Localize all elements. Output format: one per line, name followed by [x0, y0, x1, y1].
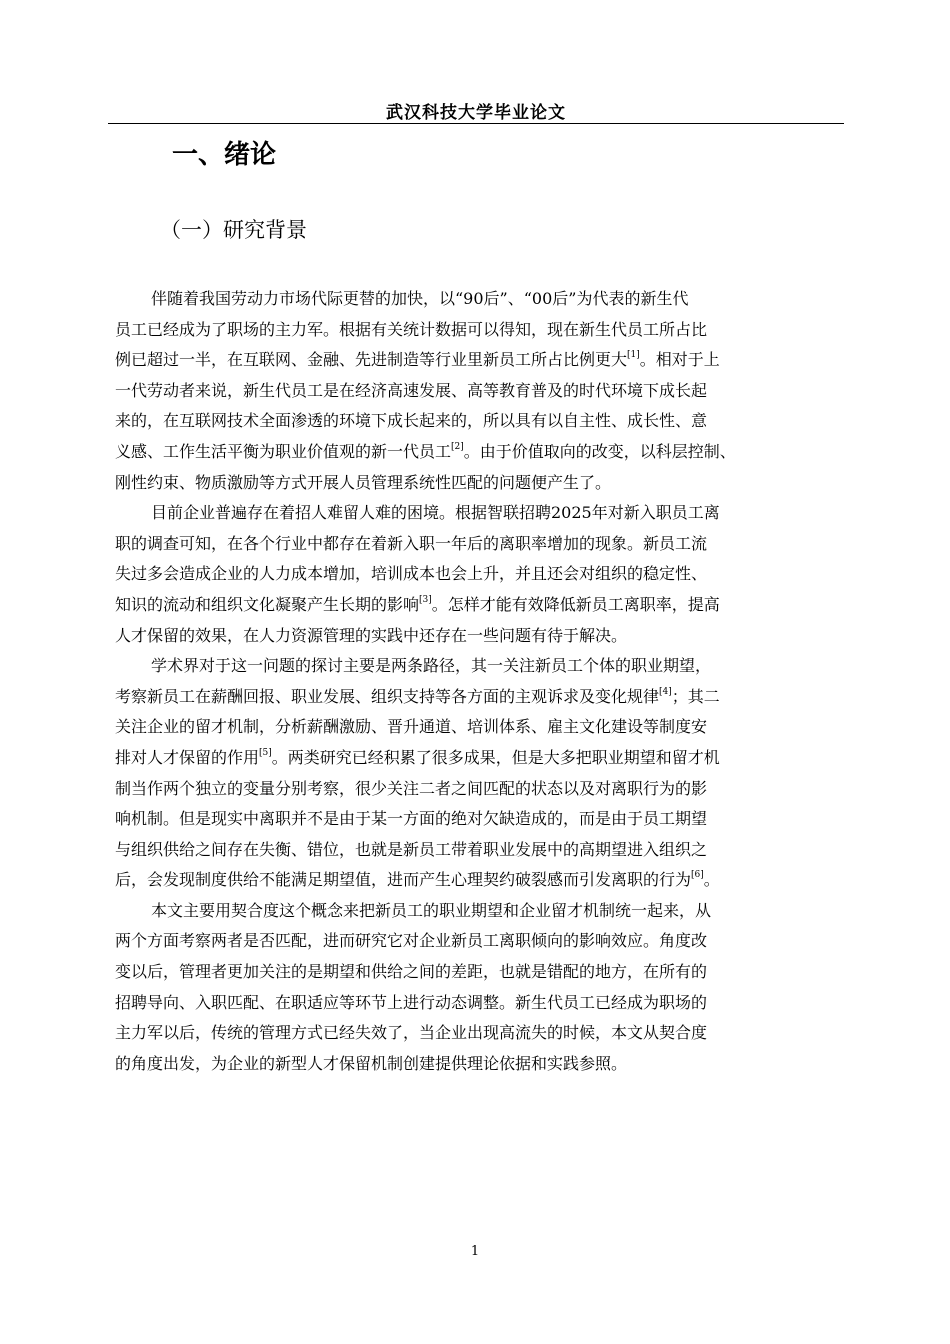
line-text: 学术界对于这一问题的探讨主要是两条路径，其一关注新员工个体的职业期望， — [151, 656, 712, 676]
paragraph-line — [115, 406, 850, 437]
line-text: 员工已经成为了职场的主力军。根据有关统计数据可以得知，现在新生代员工所占比 — [115, 319, 708, 339]
paragraph-line — [115, 835, 850, 866]
line-text: 义感、工作生活平衡为职业价值观的新一代员工 — [115, 441, 452, 461]
line-text: 一代劳动者来说，新生代员工是在经济高速发展、高等教育普及的时代环境下成长起 — [115, 380, 708, 400]
paragraph-line — [115, 988, 850, 1019]
paragraph-line — [115, 865, 850, 896]
paragraph-line — [115, 896, 850, 927]
paragraph-line — [115, 284, 850, 315]
paragraph-line — [115, 682, 850, 713]
citation-marker: [2] — [451, 441, 464, 452]
line-text: 知识的流动和组织文化凝聚产生长期的影响 — [115, 594, 420, 614]
body-text — [115, 284, 850, 1079]
line-text-continued: 。由于价值取向的改变，以科层控制、 — [463, 441, 736, 461]
paragraph-line — [115, 804, 850, 835]
paragraph-line — [115, 468, 850, 499]
paragraph-line — [115, 590, 850, 621]
line-text-continued: 。怎样才能有效降低新员工离职率，提高 — [431, 594, 720, 614]
running-header-title: 武汉科技大学毕业论文 — [386, 103, 566, 123]
line-text: 主力军以后，传统的管理方式已经失效了，当企业出现高流失的时候，本文从契合度 — [115, 1023, 708, 1043]
line-text: 变以后，管理者更加关注的是期望和供给之间的差距，也就是错配的地方，在所有的 — [115, 962, 708, 982]
paragraph-line — [115, 743, 850, 774]
line-text: 刚性约束、物质激励等方式开展人员管理系统性匹配的问题便产生了。 — [115, 472, 612, 492]
citation-marker: [4] — [659, 686, 672, 697]
line-text: 关注企业的留才机制，分析薪酬激励、晋升通道、培训体系、雇主文化建设等制度安 — [115, 717, 708, 737]
paragraph-line — [115, 498, 850, 529]
citation-marker: [1] — [627, 350, 640, 361]
section-heading: （一）研究背景 — [160, 218, 307, 242]
paragraph-line — [115, 315, 850, 346]
chapter-heading: 一、绪论 — [172, 140, 277, 170]
paragraph-line — [115, 774, 850, 805]
line-text: 人才保留的效果，在人力资源管理的实践中还存在一些问题有待于解决。 — [115, 625, 628, 645]
paragraph-line — [115, 957, 850, 988]
citation-marker: [3] — [419, 594, 432, 605]
line-text: 目前企业普遍存在着招人难留人难的困境。根据智联招聘2025年对新入职员工离 — [151, 503, 720, 523]
line-text: 与组织供给之间存在失衡、错位，也就是新员工带着职业发展中的高期望进入组织之 — [115, 839, 708, 859]
citation-marker: [5] — [259, 747, 272, 758]
line-text-continued: 。相对于上 — [639, 350, 720, 370]
line-text: 来的，在互联网技术全面渗透的环境下成长起来的，所以具有以自主性、成长性、意 — [115, 411, 708, 431]
paragraph-line — [115, 376, 850, 407]
line-text: 伴随着我国劳动力市场代际更替的加快，以“90后”、“00后”为代表的新生代 — [151, 289, 689, 308]
paragraph-line — [115, 651, 850, 682]
paragraph-line — [115, 1018, 850, 1049]
line-text-continued: ；其二 — [671, 686, 720, 706]
line-text: 后，会发现制度供给不能满足期望值，进而产生心理契约破裂感而引发离职的行为 — [115, 870, 692, 890]
line-text-continued: 。 — [703, 870, 720, 890]
line-text: 失过多会造成企业的人力成本增加，培训成本也会上升，并且还会对组织的稳定性、 — [115, 564, 708, 584]
line-text: 考察新员工在薪酬回报、职业发展、组织支持等各方面的主观诉求及变化规律 — [115, 686, 660, 706]
paragraph-line — [115, 345, 850, 376]
page-number: 1 — [470, 1244, 480, 1259]
line-text: 两个方面考察两者是否匹配，进而研究它对企业新员工离职倾向的影响效应。角度改 — [115, 931, 708, 951]
line-text: 职的调查可知，在各个行业中都存在着新入职一年后的离职率增加的现象。新员工流 — [115, 533, 708, 553]
paragraph-line — [115, 559, 850, 590]
paragraph-line — [115, 437, 850, 468]
paragraph-line — [115, 926, 850, 957]
line-text-continued: 。两类研究已经积累了很多成果，但是大多把职业期望和留才机 — [271, 747, 720, 767]
line-text: 例已超过一半，在互联网、金融、先进制造等行业里新员工所占比例更大 — [115, 350, 628, 370]
line-text: 本文主要用契合度这个概念来把新员工的职业期望和企业留才机制统一起来，从 — [151, 900, 712, 920]
paragraph-line — [115, 712, 850, 743]
line-text: 响机制。但是现实中离职并不是由于某一方面的绝对欠缺造成的，而是由于员工期望 — [115, 809, 708, 829]
paragraph-line — [115, 529, 850, 560]
paragraph-line — [115, 621, 850, 652]
line-text: 的角度出发，为企业的新型人才保留机制创建提供理论依据和实践参照。 — [115, 1053, 628, 1073]
line-text: 排对人才保留的作用 — [115, 747, 260, 767]
line-text: 招聘导向、入职匹配、在职适应等环节上进行动态调整。新生代员工已经成为职场的 — [115, 992, 708, 1012]
paragraph-line — [115, 1049, 850, 1080]
citation-marker: [6] — [691, 870, 704, 881]
header-divider — [108, 123, 844, 124]
line-text: 制当作两个独立的变量分别考察，很少关注二者之间匹配的状态以及对离职行为的影 — [115, 778, 708, 798]
